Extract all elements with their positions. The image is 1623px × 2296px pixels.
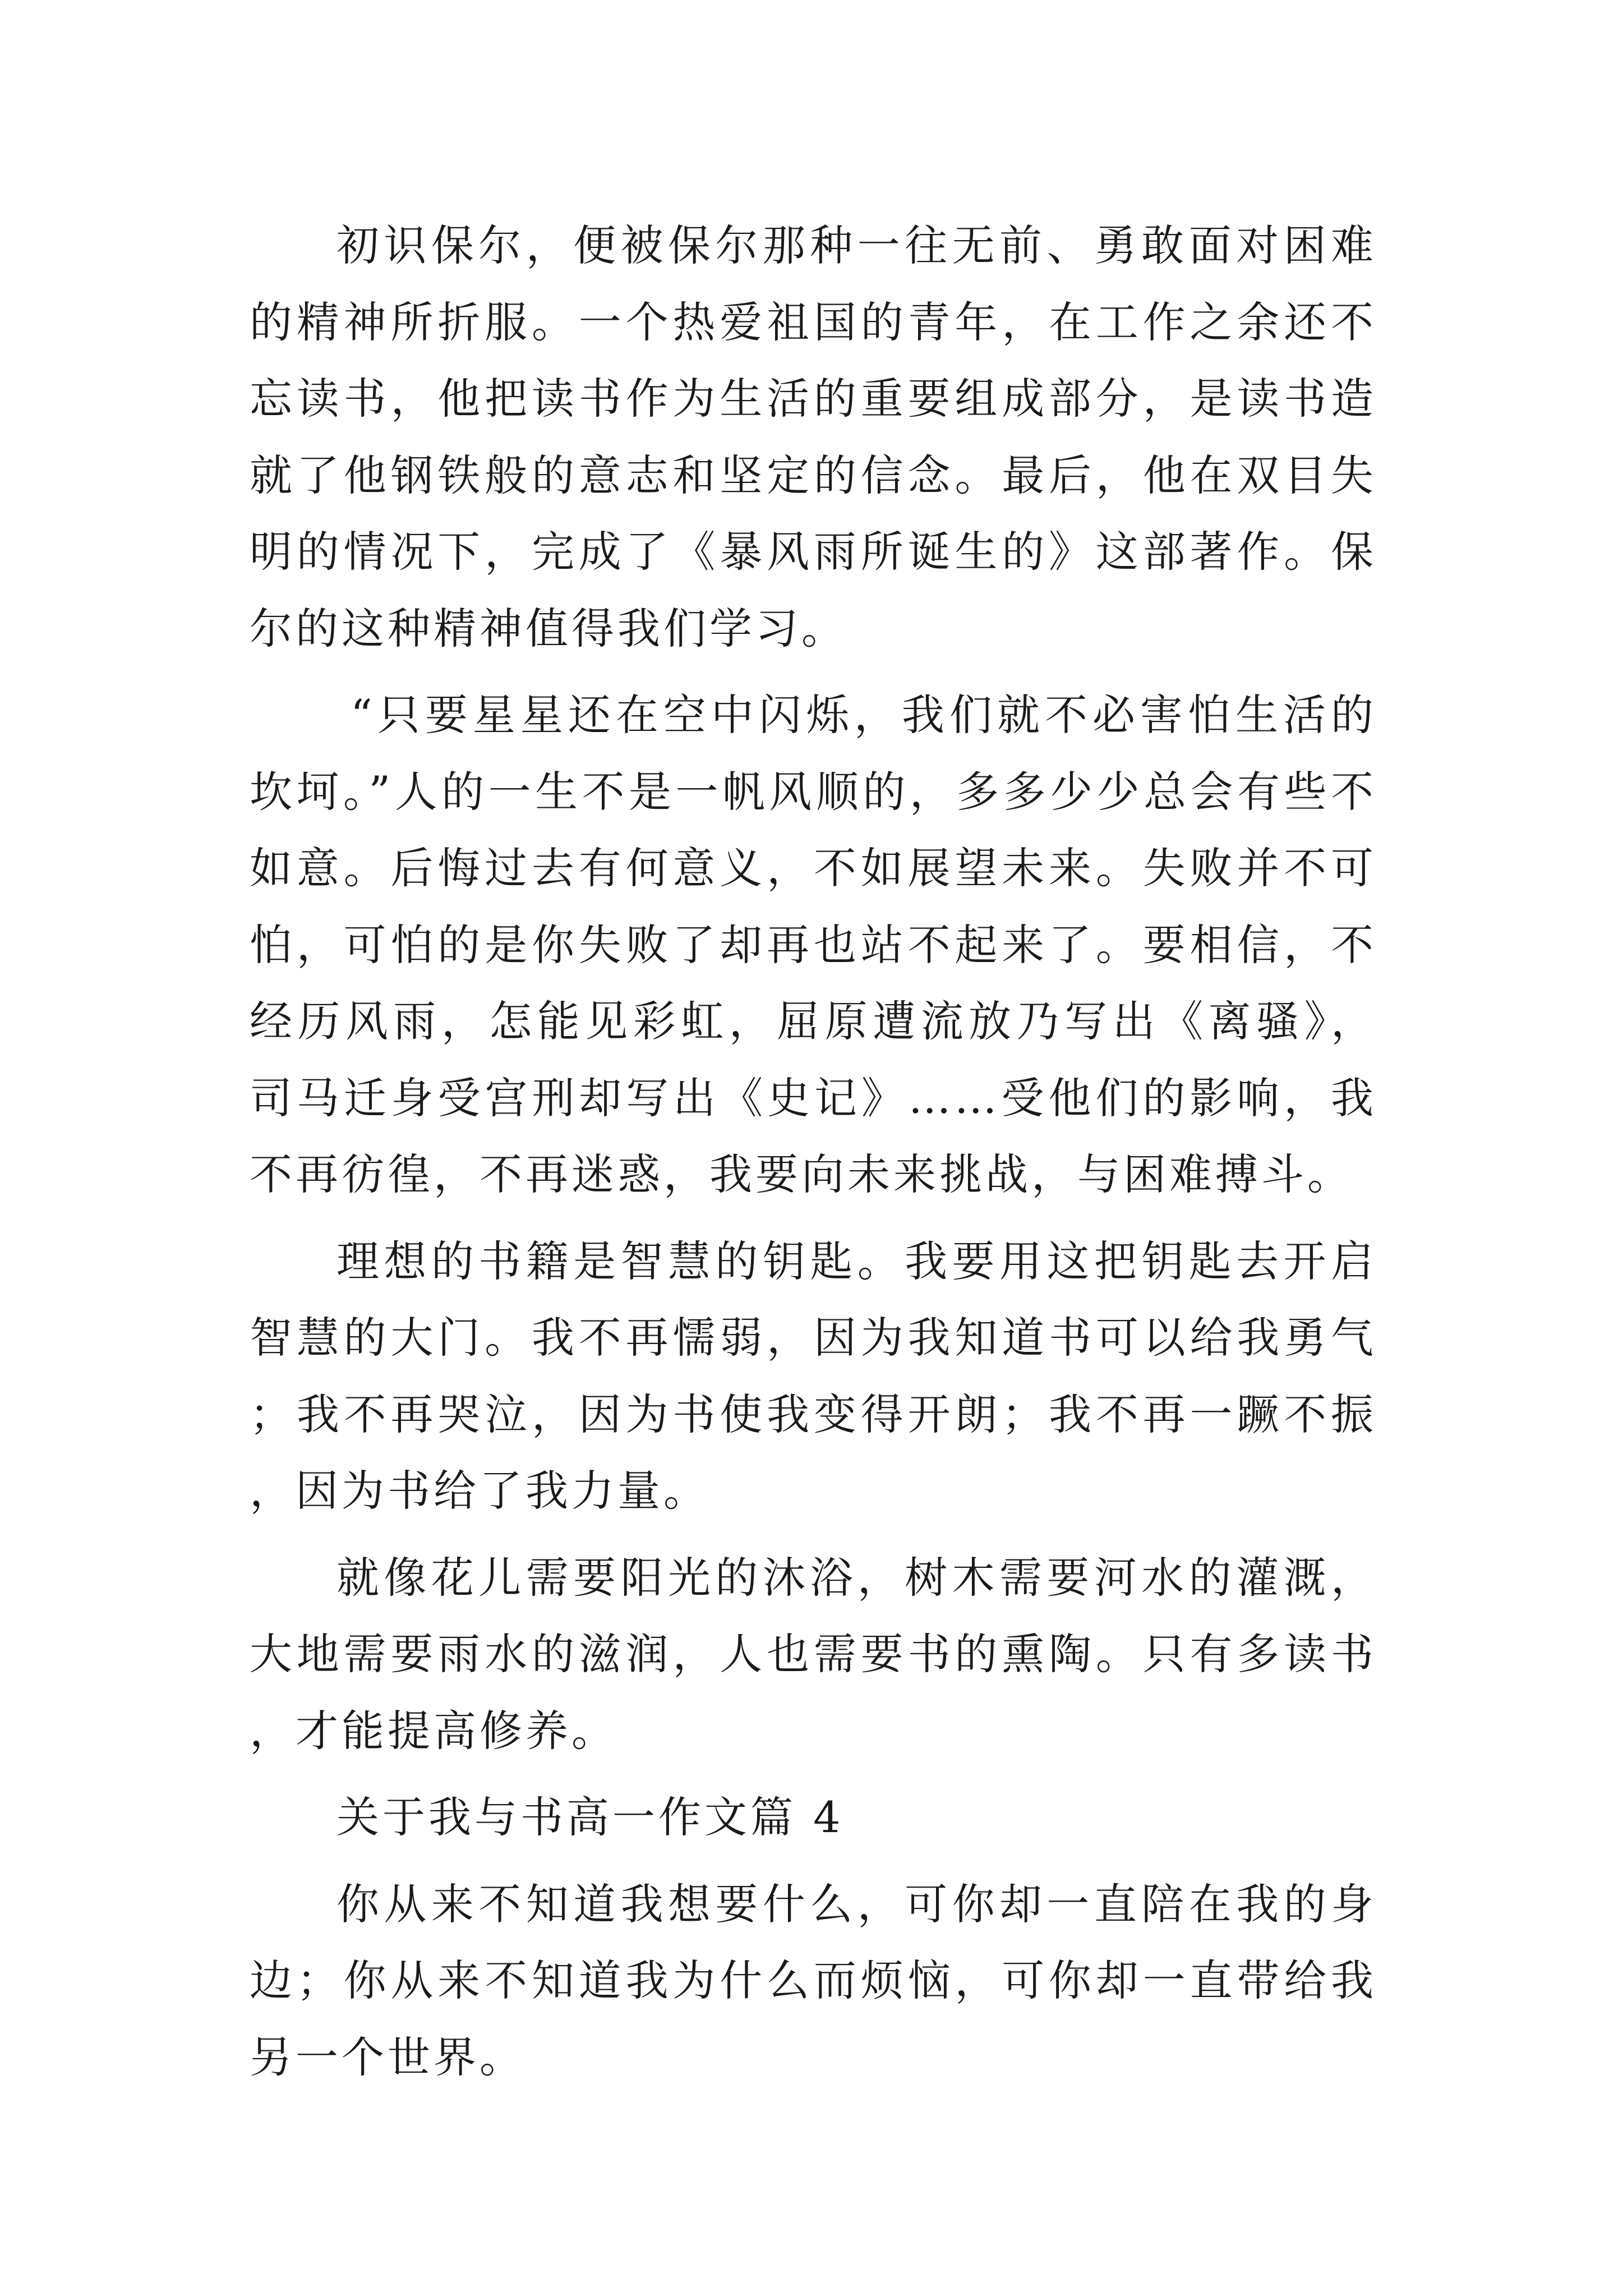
document-body [250,208,1377,2106]
paragraph-paul: 初识保尔，便被保尔那种一往无前、勇敢面对困难的精神所折服。一个热爱祖国的青年，在工作之余还不忘读书，他把读书作为生活的重要组成部分，是读书造就了他钢铁般的意志和坚定的信念。最后，他在双目失明的情况下，完成了《暴风雨所诞生的》这部著作。保尔的这种精神值得我们学习。 [250,220,1377,654]
paragraph-flowers-sunshine: 就像花儿需要阳光的沐浴，树木需要河水的灌溉，大地需要雨水的滋润，人也需要书的熏陶。只有多读书，才能提高修养。 [250,1552,1377,1756]
paragraph-stars-quote: “只要星星还在空中闪烁，我们就不必害怕生活的坎坷。”人的一生不是一帆风顺的，多多少少总会有些不如意。后悔过去有何意义，不如展望未来。失败并不可怕，可怕的是你失败了却再也站不起来了。要相信，不经历风雨，怎能见彩虹，屈原遭流放乃写出《离骚》，司马迁身受宫刑却写出《史记》……受他们的影响，我不再彷徨，不再迷惑，我要向未来挑战，与困难搏斗。 [250,690,1377,1199]
paragraph-key-of-wisdom: 理想的书籍是智慧的钥匙。我要用这把钥匙去开启智慧的大门。我不再懦弱，因为我知道书可以给我勇气；我不再哭泣，因为书使我变得开朗；我不再一蹶不振，因为书给了我力量。 [250,1236,1377,1516]
paragraph-you-never-knew: 你从来不知道我想要什么，可你却一直陪在我的身边；你从来不知道我为什么而烦恼，可你却一直带给我另一个世界。 [250,1879,1377,2082]
section-heading: 关于我与书高一作文篇 4 [336,1792,844,1842]
